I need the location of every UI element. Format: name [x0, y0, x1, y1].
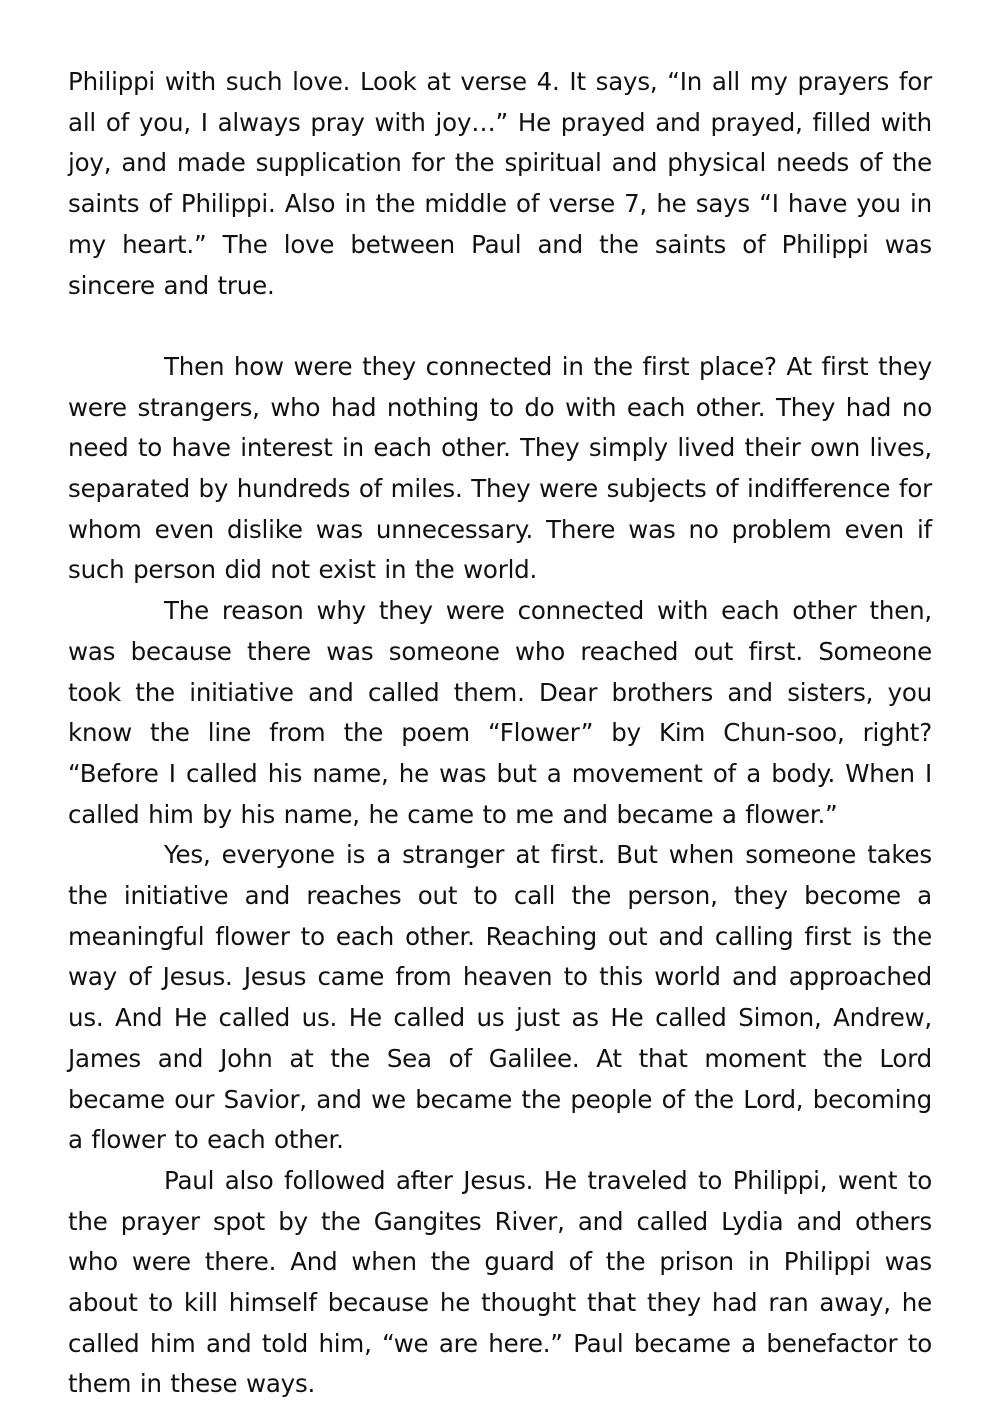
paragraph-3: The reason why they were connected with each other then, was because there was someone who reached out first. Someone took the initiative and called them. Dear brothers and sisters, you know the line from the poem “Flower” by Kim Chun-soo, right? “Before I called his name, he was but a movement of a body. When I called him by his name, he came to me and became a flower.” [68, 596, 932, 829]
paragraph-gap [68, 306, 932, 347]
document-body [68, 62, 932, 1405]
paragraph-1: Philippi with such love. Look at verse 4. It says, “In all my prayers for all of you, I always pray with joy…” He prayed and prayed, filled with joy, and made supplication for the spiritual and physical needs of the saints of Philippi. Also in the middle of verse 7, he says “I have you in my heart.” The love between Paul and the saints of Philippi was sincere and true. [68, 67, 932, 300]
paragraph-5: Paul also followed after Jesus. He traveled to Philippi, went to the prayer spot by the Gangites River, and called Lydia and others who were there. And when the guard of the prison in Philippi was about to kill himself because he thought that they had ran away, he called him and told him, “we are here.” Paul became a benefactor to them in these ways. [68, 1165, 932, 1399]
paragraph-4: Yes, everyone is a stranger at first. But when someone takes the initiative and reaches out to call the person, they become a meaningful flower to each other. Reaching out and calling first is the way of Jesus. Jesus came from heaven to this world and approached us. And He called us. He called us just as He called Simon, Andrew, James and John at the Sea of Galilee. At that moment the Lord became our Savior, and we became the people of the Lord, becoming a flower to each other. [68, 840, 932, 1155]
paragraph-2: Then how were they connected in the first place? At first they were strangers, who had nothing to do with each other. They had no need to have interest in each other. They simply lived their own lives, separated by hundreds of miles. They were subjects of indifference for whom even dislike was unnecessary. There was no problem even if such person did not exist in the world. [68, 351, 932, 585]
